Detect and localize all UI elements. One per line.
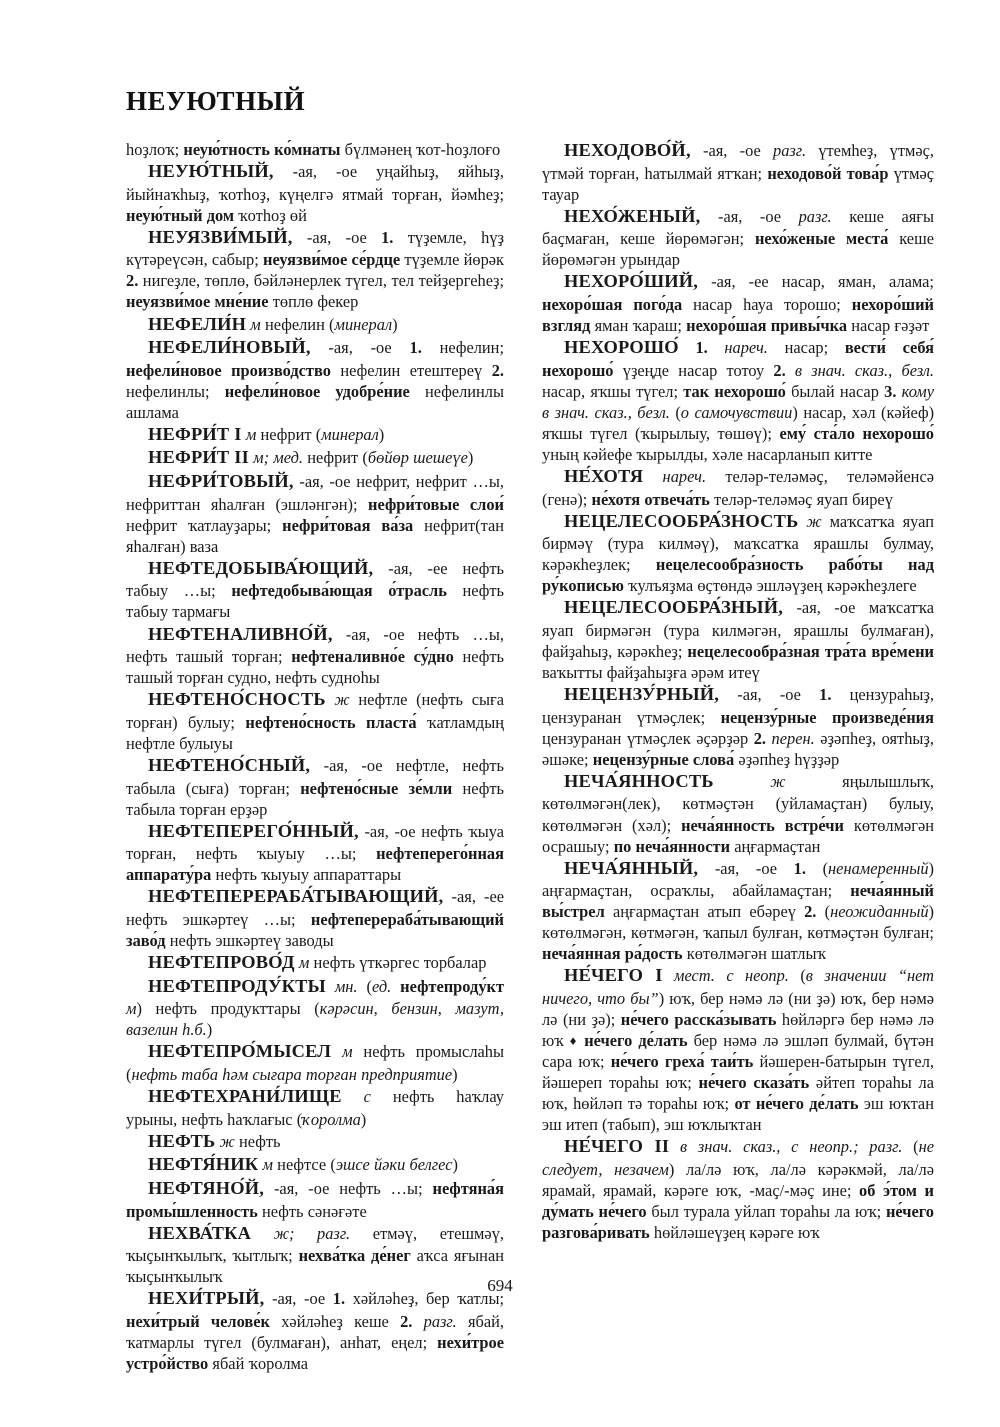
translation-text: ) аңғармаҫтан, осраҡлы, абайламаҫтан; (542, 858, 935, 901)
collocation: не́чего расска́зывать (620, 1010, 777, 1030)
sense-number: 2. (753, 728, 766, 748)
dictionary-entry (126, 336, 504, 423)
collocation: вести́ себя́ нехорошо́ (542, 338, 934, 380)
grammar-label: нареч. (707, 338, 768, 358)
translation-text: нефелин ( (260, 314, 335, 334)
dictionary-entry (542, 1135, 934, 1243)
collocation: нехо́женые места́ (754, 229, 889, 249)
sense-number: 2. (126, 271, 139, 291)
translation-text: цензураһыҙ, цензуранан үтмәҫлек; (542, 685, 935, 727)
gloss-italic: нефть таба һәм сығара торған предприятие (131, 1064, 453, 1084)
dictionary-entry (126, 975, 504, 1041)
translation-text: ( (805, 858, 829, 878)
collocation: нехи́трое устро́йство (126, 1332, 504, 1373)
left-column (126, 139, 504, 1374)
dictionary-entry (542, 964, 934, 1135)
translation-text: кеше йөрөмәгән урындар (542, 229, 934, 270)
headword: НЕХО́ЖЕНЫЙ, (564, 205, 701, 226)
collocation: не́чего разгова́ривать (542, 1202, 934, 1243)
translation-text: нефть һаҡлау урыны, нефть һаҡлағыс ( (126, 1087, 504, 1129)
grammar-label: кому в знач. сказ., безл. (542, 381, 935, 422)
headword: НЕФТЕПРОДУ́КТЫ (148, 975, 326, 996)
headword: НЕЦЕЛЕСООБРА́ЗНЫЙ, (564, 597, 783, 618)
translation-text: насар һауа торошо; (682, 295, 852, 315)
translation-text: аңғармаҫтан (730, 836, 821, 856)
dictionary-entry (126, 820, 504, 886)
translation-text: был турала уйлап тораһы ла юҡ; (646, 1202, 886, 1222)
collocation: так нехорошо́ (683, 381, 786, 401)
collocation: нефри́товая ва́за (282, 515, 414, 535)
translation-text: ( (816, 902, 831, 922)
dictionary-entry (126, 623, 504, 689)
translation-text: нигеҙле, төплө, бәйләнерлек түгел, тел тейҙергеһеҙ; (138, 271, 504, 291)
sense-number: 2. (804, 902, 817, 922)
sense-number: 1. (409, 338, 422, 358)
headword: НЕФЕЛИ́НОВЫЙ, (148, 337, 311, 358)
translation-text: нефрит ( (256, 424, 322, 444)
collocation: нефели́новое произво́дство (126, 360, 331, 380)
gloss-italic: кәрәсин, бензин, мазут, вазелин һ.б. (126, 999, 505, 1040)
translation-text: йәшерен-батырын түгел, йәшереп тораһы юҡ; (542, 1052, 934, 1093)
grammar-label: м (246, 314, 261, 334)
translation-text: һөйләшеүҙең кәрәге юҡ (649, 1223, 820, 1243)
translation-text: нефелин; (421, 338, 504, 358)
translation-text: нефрит ҡатлауҙары; (126, 515, 283, 535)
headword: НЕ́ХОТЯ (564, 465, 644, 486)
headword: НЕФТЯ́НИК (148, 1154, 259, 1175)
collocation: неую́тный дом (126, 205, 235, 225)
headword: НЕХОРО́ШИЙ, (564, 271, 699, 292)
grammar-label: ж (215, 1131, 235, 1151)
headword: НЕХОРОШО́ (564, 337, 679, 358)
collocation: нефтепроду́кт (400, 976, 505, 996)
translation-text: хәйләһеҙ кеше (269, 1311, 401, 1331)
translation-text: әҙәпһеҙ һүҙҙәр (734, 749, 840, 769)
translation-text: -ая, -ое маҡсатҡа яуап бирмәгән (тура килмәгән, ярашлы булмаған), файҙаһыҙ, кәрәкһеҙ; (542, 598, 934, 662)
dictionary-entry (126, 470, 504, 557)
collocation: от не́чего де́лать (734, 1094, 859, 1114)
gloss-italic: не следует, незачем (542, 1137, 935, 1179)
translation-text: -ая, -ее нефть табыу …ы; (126, 558, 504, 601)
translation-text: нефть табыла торған ерҙәр (126, 778, 504, 819)
headword: НЕХВА́ТКА (148, 1222, 252, 1243)
gloss-italic: ед. (371, 976, 392, 996)
collocation: неходово́й това́р (767, 163, 889, 183)
translation-text: ) юҡ, бер нәмә лә (ни ҙә) юҡ, бер нәмә лә (ни ҙә); (542, 989, 934, 1030)
gloss-italic: о самочувствии (680, 402, 793, 422)
sense-number: 1. (332, 1289, 346, 1309)
translation-text: -ая, -ое (700, 206, 799, 226)
grammar-label: ж; разг. (251, 1223, 351, 1243)
grammar-label: м (331, 1042, 353, 1062)
gloss-italic: бөйөр шешеүе (367, 448, 468, 468)
collocation: нехва́тка де́нег (298, 1246, 411, 1266)
two-column-body (126, 139, 935, 1374)
headword: НЕФТЯНО́Й, (148, 1177, 265, 1198)
dictionary-entry (542, 465, 934, 510)
headword: НЕФТЬ (148, 1130, 216, 1151)
headword: НЕЧА́ЯННЫЙ, (564, 857, 699, 878)
translation-text: яңылышлыҡ, көтөлмәгән(лек), көтмәҫтән (уйламаҫтан) булыу, көтөлмәгән (хәл); (542, 771, 934, 835)
gloss-italic: эшсе йәки белгес (335, 1155, 453, 1175)
translation-text: ) нефть продукттары ( (136, 999, 320, 1019)
grammar-label: мест. с неопр. (662, 966, 789, 986)
dictionary-entry (126, 754, 504, 820)
gloss-italic: ненамеренный (828, 858, 929, 878)
translation-text: нефть ташый торған судно, нефть судноһы (126, 647, 505, 688)
translation-text: үтемһеҙ, үтмәҫ, үтмәй торған, һатылмай ятҡан; (542, 141, 935, 183)
translation-text: ( (669, 402, 681, 422)
collocation: не́чего греха́ таи́ть (610, 1052, 754, 1072)
collocation: нехоро́шая привы́чка (686, 316, 848, 336)
dictionary-entry (126, 688, 504, 754)
gloss-italic: в значении “нет ничего, что бы” (542, 966, 935, 1009)
translation-text: нефть ҡыуыу аппараттары (211, 865, 402, 885)
headword: НЕ́ЧЕГО I (564, 965, 663, 986)
translation-text: теләр-теләмәҫ яуап биреү (709, 489, 893, 509)
translation-text: бер нәмә лә эшләп булмай, бүтән сара юҡ; (542, 1031, 934, 1072)
gloss-italic: минерал (334, 314, 393, 334)
collocation: нефели́новое удобре́ние (224, 381, 410, 401)
collocation: не́чего де́лать (584, 1031, 688, 1051)
dictionary-entry (126, 1085, 504, 1130)
headword: НЕ́ЧЕГО II (564, 1136, 670, 1157)
translation-text: -ая, -ое (698, 858, 794, 878)
collocation: неча́янная ра́дость (542, 944, 683, 964)
grammar-label: в знач. сказ., безл. (785, 360, 934, 380)
headword: НЕФТЕДОБЫВА́ЮЩИЙ, (148, 557, 374, 578)
translation-text: һоҙлоҡ; (126, 140, 184, 159)
sense-number: 2. (400, 1311, 413, 1331)
translation-text: хәйләһеҙ, бер ҡатлы; (345, 1289, 505, 1309)
translation-text: аҡса яғынан ҡыҫынҡылыҡ (126, 1246, 504, 1287)
collocation: ему́ ста́ло нехорошо́ (779, 423, 934, 443)
dictionary-entry (126, 951, 504, 975)
grammar-label: мн. (325, 976, 358, 996)
translation-text: ) (378, 424, 385, 444)
dictionary-entry (126, 160, 504, 226)
translation-text: үҙеңде насар тотоу (613, 360, 774, 380)
collocation: нефтяна́я промы́шленность (126, 1178, 504, 1221)
translation-text: эш юҡтан эш итеп (табып), эш юҡлыҡтан (542, 1094, 934, 1135)
translation-text: үтмәҫ тауар (542, 163, 934, 204)
translation-text: ) (452, 1064, 458, 1084)
translation-text (391, 977, 400, 996)
headword: НЕЦЕНЗУ́РНЫЙ, (564, 684, 720, 705)
translation-text: нефрит ( (303, 448, 368, 468)
translation-text: -ая, -ее нефть эшкәртеү …ы; (126, 887, 504, 929)
dictionary-entry (126, 1287, 504, 1374)
translation-text: -ая, -ее насар, яман, алама; (698, 272, 934, 292)
translation-text: -ая, -ое нефрит, нефрит …ы, нефриттан яһалған (эшләнгән); (126, 472, 504, 514)
translation-text: -ая, -ое нефть …ы, нефть ташый торған; (126, 624, 504, 667)
translation-text: ) көтөлмәгән, көтмәгән, ҡапыл булған, көтмәҫтән булған; (542, 902, 934, 943)
grammar-label: разг. (412, 1311, 457, 1331)
grammar-label: м (258, 1155, 273, 1175)
gloss-italic: ҡоролма (302, 1109, 361, 1129)
collocation: неуязви́мое мне́ние (126, 292, 269, 312)
collocation: нефтеперего́нная аппарату́ра (126, 844, 504, 885)
dictionary-entry (542, 139, 934, 205)
collocation: не́чего сказа́ть (698, 1073, 810, 1093)
collocation: неую́тность ко́мнаты (183, 140, 341, 159)
headword: НЕХИ́ТРЫЙ, (148, 1288, 265, 1309)
gloss-italic: неожиданный (830, 902, 929, 922)
translation-text: төплө фекер (268, 292, 359, 312)
dictionary-entry (126, 557, 504, 623)
translation-text: нефрит(тан яһалған) ваза (126, 515, 504, 556)
translation-text: насар, яҡшы түгел; (542, 381, 684, 401)
sense-number: 1. (678, 338, 708, 358)
collocation: нефтено́сные зе́мли (300, 778, 453, 798)
grammar-label: м (241, 424, 257, 444)
dictionary-entry (126, 423, 504, 447)
page-number: 694 (487, 1276, 513, 1295)
translation-text: әйтеп тораһы ла юҡ, һөйләп тә тораһы юҡ; (542, 1073, 935, 1114)
dictionary-entry (542, 336, 934, 465)
collocation: нецелесообра́зность рабо́ты над ру́кописью (542, 555, 934, 596)
translation-text: нефтле (нефть сыға торған) булыу; (126, 690, 504, 732)
headword: НЕФТЕНО́СНЫЙ, (148, 754, 311, 775)
dictionary-entry (126, 1153, 504, 1177)
translation-text: -ая, -ое нефтле, нефть табыла (сыға) торған; (126, 755, 504, 798)
collocation: нехоро́шая пого́да (542, 295, 683, 315)
gloss-italic: минерал (321, 424, 379, 444)
grammar-label: ж (325, 690, 350, 710)
collocation: нефтедобыва́ющая о́трасль (231, 581, 447, 601)
translation-text: нефть (234, 1131, 281, 1151)
translation-text: -ая, -ое (264, 1289, 333, 1309)
dictionary-entry (542, 205, 934, 271)
translation-text: кеше аяғы баҫмаған, кеше йөрөмәгән; (542, 206, 935, 249)
collocation: неча́янность встре́чи (681, 815, 844, 835)
collocation: неуязви́мое се́рдце (263, 250, 401, 270)
translation-text: ) (392, 314, 398, 334)
translation-text: ҡулъяҙма өҫтөндә эшләүҙең кәрәкһеҙлеге (623, 576, 917, 596)
dictionary-entry (542, 270, 934, 336)
collocation: нефтено́сность пласта́ (245, 712, 417, 732)
translation-text: нефть промыслаһы ( (126, 1042, 504, 1084)
dictionary-entry (126, 1040, 504, 1085)
headword: НЕФРИ́Т I (148, 423, 242, 444)
grammar-label: нареч. (643, 466, 707, 486)
collocation: нецелесообра́зная тра́та вре́мени (687, 642, 934, 662)
headword: НЕФТЕПЕРЕГО́ННЫЙ, (148, 820, 359, 841)
translation-text: ) (360, 1109, 367, 1129)
dictionary-entry (126, 226, 504, 313)
dictionary-entry (126, 1130, 504, 1154)
collocation: нехи́трый челове́к (126, 1311, 270, 1331)
translation-text: теләр-теләмәҫ, теләмәйенсә (генә); (542, 466, 934, 509)
translation-text: ваҡытты файҙаһыҙға әрәм итеү (542, 663, 760, 683)
translation-text: көтөлмәгән осрашыу; (542, 815, 935, 856)
collocation: нецензу́рные слова́ (592, 749, 735, 769)
headword: НЕФТЕПЕРЕРАБА́ТЫВАЮЩИЙ, (148, 886, 444, 907)
headword: НЕФТЕПРОВО́Д (148, 952, 295, 973)
translation-text: былай насар (785, 381, 885, 401)
headword: НЕУЯЗВИ́МЫЙ, (148, 226, 293, 247)
translation-text: насар; (767, 338, 845, 358)
right-column (542, 139, 934, 1243)
translation-text: ) (467, 448, 474, 468)
translation-text: насар ғәҙәт (847, 316, 930, 336)
translation-text: ( (788, 966, 806, 986)
grammar-label: в знач. сказ., с неопр.; разг. (669, 1137, 903, 1157)
translation-text: нефтсе ( (272, 1155, 336, 1175)
translation-text: -ая, -ое (690, 141, 774, 160)
dictionary-entry (542, 510, 934, 597)
headword: НЕФТЕПРО́МЫСЕЛ (148, 1041, 332, 1062)
grammar-label: перен. (766, 728, 815, 748)
translation-text: маҡсатҡа яуап бирмәү (тура килмәү), маҡсатҡа ярашлы булмау, кәрәкһеҙлек; (542, 511, 934, 575)
grammar-label: ж (713, 771, 786, 791)
translation-text: цензуранан үтмәҫлек әҫәрҙәр (542, 728, 754, 748)
translation-text: ) (206, 1020, 213, 1040)
dictionary-entry (542, 683, 934, 770)
translation-text: -ая, -ое уңайһыҙ, яйһыҙ, йыйнаҡһыҙ, ҡотһоҙ, күңелгә ятмай торған, йәмһеҙ; (126, 162, 504, 204)
headword: НЕФТЕХРАНИ́ЛИЩЕ (148, 1086, 342, 1107)
sense-number: 1. (793, 858, 806, 878)
translation-text: нефелин етештереү (330, 360, 492, 380)
lozenge-icon: ♦ (569, 1033, 579, 1049)
grammar-label: с (341, 1087, 371, 1107)
translation-text: -ая, -ое нефть …ы; (264, 1178, 433, 1198)
sense-number: 1. (381, 227, 394, 247)
headword: НЕФРИ́Т II (148, 447, 249, 468)
grammar-label: м (126, 999, 137, 1019)
grammar-label: разг. (773, 141, 807, 160)
translation-text: көтөлмәгән шатлыҡ (682, 944, 826, 964)
translation-text: -ая, -ое (310, 338, 410, 358)
dictionary-entry (126, 446, 504, 470)
dictionary-entry (126, 885, 504, 951)
translation-text: ( (357, 976, 372, 996)
translation-text: нефть эшкәртеү заводы (165, 931, 334, 950)
collocation: по неча́янности (613, 836, 731, 856)
collocation: нефтеперераба́тывающий заво́д (126, 909, 504, 950)
translation-text: түҙемле, һүҙ күтәреүсән, сабыр; (126, 227, 504, 270)
translation-text: һөйләргә бер нәмә лә юҡ (542, 1010, 935, 1051)
translation-text: нефть үткәргес торбалар (309, 953, 487, 973)
headword: НЕФЕЛИ́Н (148, 313, 247, 334)
translation-text: ( (902, 1137, 919, 1157)
sense-number: 3. (884, 381, 897, 401)
translation-text: түҙемле йөрәк (400, 250, 504, 270)
collocation: не́хотя отвеча́ть (591, 489, 710, 509)
collocation: нехоро́ший взгляд (542, 295, 934, 336)
headword: НЕУЮ́ТНЫЙ, (148, 161, 274, 182)
dictionary-entry (542, 857, 934, 965)
translation-text: етмәү, етешмәү, ҡыҫынҡылыҡ, ҡытлыҡ; (126, 1223, 504, 1266)
translation-text: яман ҡараш; (590, 316, 687, 336)
translation-text: ҡатламдың нефтле булыуы (126, 712, 505, 753)
grammar-label: м (294, 953, 310, 973)
translation-text: аңғармаҫтан атып ебәреү (604, 902, 805, 922)
headword: НЕЦЕЛЕСООБРА́ЗНОСТЬ (564, 510, 799, 531)
translation-text: -ая, -ое нефть ҡыуа торған, нефть ҡыуыу …ы; (126, 821, 504, 864)
translation-text: ябай ҡоролма (208, 1353, 309, 1373)
translation-text: уның кәйефе ҡырылды, хәле насарланып китте (542, 444, 873, 464)
dictionary-entry (542, 770, 934, 857)
translation-text: ябай, ҡатмарлы түгел (булмаған), анһат, еңел; (126, 1311, 504, 1352)
translation-text: бүлмәнең ҡот-һоҙлоғо (340, 140, 501, 159)
grammar-label: м; мед. (248, 448, 304, 468)
headword: НЕХОДОВО́Й, (564, 140, 691, 160)
grammar-label: ж (798, 511, 822, 531)
grammar-label: разг. (798, 206, 832, 226)
translation-text: нефть сәнәғәте (257, 1201, 367, 1221)
sense-number: 1. (819, 685, 832, 705)
sense-number: 2. (773, 360, 786, 380)
translation-text: ҡотһоҙ өй (234, 205, 307, 225)
running-head: НЕУЮТНЫЙ (126, 86, 306, 116)
collocation: нецензу́рные произведе́ния (720, 707, 934, 727)
headword: НЕФТЕНАЛИВНО́Й, (148, 623, 333, 644)
translation-text: ) насар, хәл (кәйеф) яҡшы түгел (ҡырылыу, төшөү); (542, 402, 935, 443)
translation-text: нефелинлы ашлама (126, 381, 504, 422)
dictionary-entry (126, 313, 504, 337)
collocation: неча́янный вы́стрел (542, 881, 934, 922)
translation-text: нефелинлы; (126, 381, 225, 401)
translation-text: ) (452, 1155, 458, 1175)
collocation: нефри́товые слои́ (368, 494, 504, 514)
translation-text: әҙәпһеҙ, оятһыҙ, әшәке; (542, 728, 934, 769)
headword: НЕЧА́ЯННОСТЬ (564, 770, 714, 791)
collocation: нефтеналивно́е су́дно (291, 647, 454, 667)
headword: НЕФТЕНО́СНОСТЬ (148, 689, 326, 710)
dictionary-entry (542, 596, 934, 683)
translation-text: ) ла/лә юҡ, ла/лә кәрәкмәй, ла/лә ярамай, ярамай, кәрәге юҡ, -маҫ/-мәҫ ине; (542, 1159, 934, 1200)
entry-continuation (126, 139, 504, 160)
translation-text: -ая, -ое (292, 227, 382, 247)
dictionary-entry (126, 1177, 504, 1222)
collocation: об э́том и ду́мать не́чего (542, 1181, 934, 1222)
sense-number: 2. (491, 360, 504, 380)
headword: НЕФРИ́ТОВЫЙ, (148, 471, 294, 492)
translation-text: -ая, -ое (719, 685, 820, 705)
translation-text: нефть табыу тармағы (126, 581, 504, 622)
